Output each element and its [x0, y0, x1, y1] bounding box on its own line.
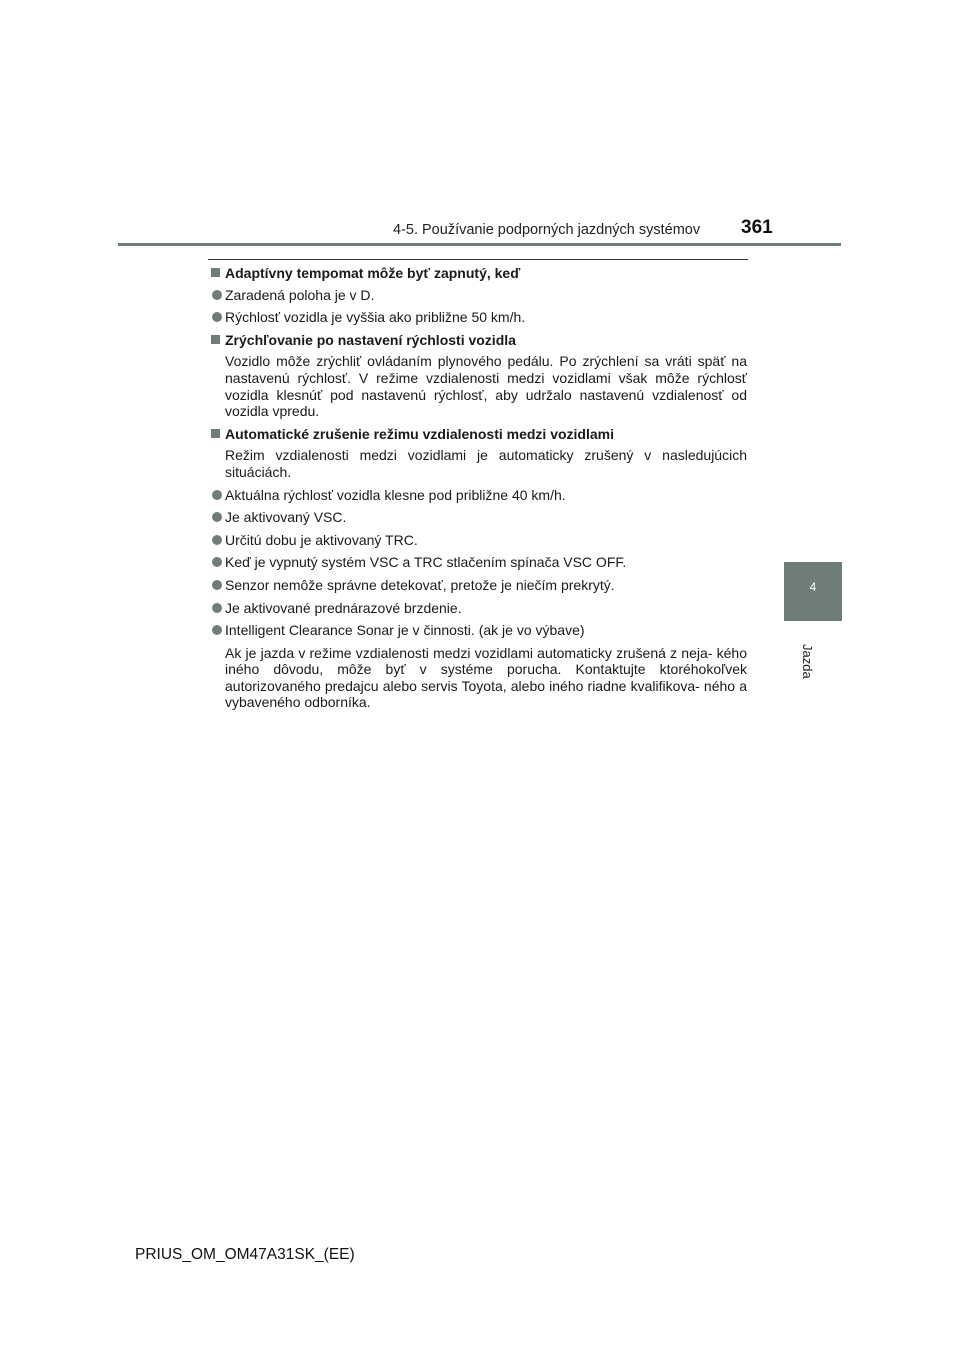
list-item: [211, 577, 747, 594]
chapter-tab-number: 4: [809, 580, 817, 594]
circle-bullet-icon: [212, 312, 222, 322]
section-heading-text: Automatické zrušenie režimu vzdialenosti medzi vozidlami: [225, 425, 614, 442]
list-item: [211, 487, 747, 504]
list-item: [211, 509, 747, 526]
square-bullet-icon: [211, 268, 220, 277]
section-heading-text: Adaptívny tempomat môže byť zapnutý, keď: [225, 265, 521, 281]
list-item-text: Je aktivované prednárazové brzdenie.: [225, 599, 462, 616]
page-number: 361: [741, 217, 773, 238]
list-item-text: Zaradená poloha je v D.: [225, 286, 375, 303]
square-bullet-icon: [211, 335, 220, 344]
list-item-text: Určitú dobu je aktivovaný TRC.: [225, 531, 418, 548]
circle-bullet-icon: [212, 580, 222, 590]
list-item: [211, 600, 747, 617]
section-heading: [211, 332, 747, 349]
paragraph: Ak je jazda v režime vzdialenosti medzi vozidlami automaticky zrušená z neja- kého iného dôvodu, môže byť v systéme porucha. Kontaktujte ktoréhokoľvek autorizovaného predajcu alebo servis Toyota, alebo iného riadne kvalifikova- ného a vybaveného odborníka.: [225, 644, 747, 711]
list-item: [211, 287, 747, 304]
circle-bullet-icon: [212, 290, 222, 300]
list-item: [211, 622, 747, 639]
chapter-title: 4-5. Používanie podporných jazdných systémov: [393, 222, 701, 238]
chapter-tab-label: Jazda: [800, 644, 815, 679]
list-item: [211, 554, 747, 571]
circle-bullet-icon: [212, 625, 222, 635]
list-item: [211, 532, 747, 549]
paragraph: Vozidlo môže zrýchliť ovládaním plynového pedálu. Po zrýchlení sa vráti späť na nastavenú rýchlosť. V režime vzdialenosti medzi vozidlami však môže rýchlosť vozidla klesnúť pod nastavenú rýchlosť, aby udržalo nastavenú vzdialenosť od vozidla vpredu.: [225, 353, 747, 420]
section-heading: [211, 426, 747, 443]
document-code: PRIUS_OM_OM47A31SK_(EE): [135, 1246, 355, 1263]
square-bullet-icon: [211, 429, 220, 438]
list-item-text: Intelligent Clearance Sonar je v činnosti. (ak je vo výbave): [225, 622, 585, 639]
header-divider: [118, 243, 841, 246]
paragraph: Režim vzdialenosti medzi vozidlami je automaticky zrušený v nasledujúcich situáciách.: [225, 447, 747, 480]
list-item-text: Rýchlosť vozidla je vyššia ako približne 50 km/h.: [225, 309, 526, 326]
circle-bullet-icon: [212, 603, 222, 613]
section-heading: [211, 265, 747, 282]
circle-bullet-icon: [212, 490, 222, 500]
list-item-text: Aktuálna rýchlosť vozidla klesne pod približne 40 km/h.: [225, 486, 566, 503]
page-content: [211, 265, 747, 717]
circle-bullet-icon: [212, 535, 222, 545]
content-divider: [208, 259, 748, 260]
list-item: [211, 309, 747, 326]
list-item-text: Je aktivovaný VSC.: [225, 509, 347, 526]
section-heading-text: Zrýchľovanie po nastavení rýchlosti vozidla: [225, 331, 516, 348]
chapter-tab[interactable]: [784, 562, 842, 621]
circle-bullet-icon: [212, 557, 222, 567]
list-item-text: Senzor nemôže správne detekovať, pretože je niečím prekrytý.: [225, 576, 615, 593]
list-item-text: Keď je vypnutý systém VSC a TRC stlačením spínača VSC OFF.: [225, 554, 627, 571]
circle-bullet-icon: [212, 512, 222, 522]
